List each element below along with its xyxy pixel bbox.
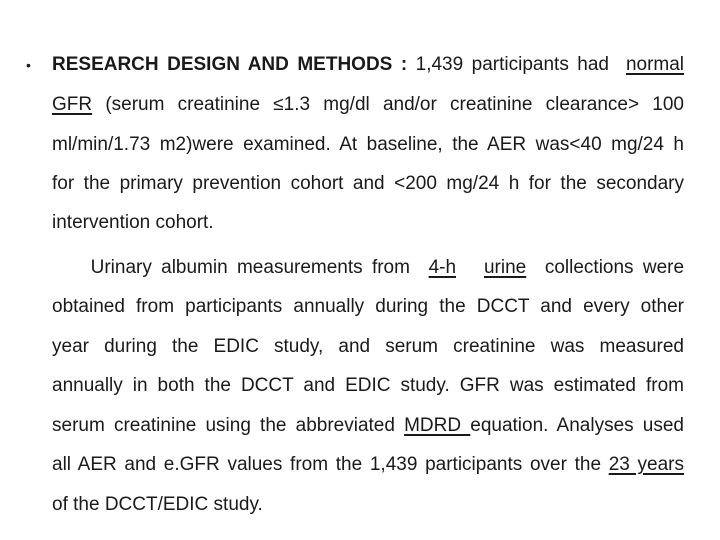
paragraph1-line1: [52, 52, 684, 78]
text-segment: all AER and e.GFR values from the 1,439 participants over the: [52, 454, 609, 475]
paragraph2-line1: [52, 255, 684, 281]
paragraph2-line2: obtained from participants annually during the DCCT and every other: [52, 296, 684, 317]
paragraph1-line3: ml/min/1.73 m2)were examined. At baseline, the AER was<40 mg/24 h: [52, 134, 684, 155]
paragraph2-line6: [52, 452, 684, 478]
paragraph2-line3: year during the EDIC study, and serum creatinine was measured: [52, 336, 684, 357]
section-heading: RESEARCH DESIGN AND METHODS :: [52, 54, 408, 75]
bullet-point: •: [26, 57, 31, 73]
text-segment: serum creatinine using the abbreviated: [52, 415, 405, 436]
underlined-term-23-years: 23 years: [608, 454, 684, 475]
text-segment: Urinary albumin measurements from: [72, 257, 420, 278]
underlined-term-mdrd: MDRD: [404, 415, 471, 436]
paragraph1-line4: for the primary prevention cohort and <200 mg/24 h for the secondary: [52, 173, 684, 194]
underlined-term-normal: normal: [625, 54, 684, 75]
text-segment: equation. Analyses used: [470, 415, 684, 436]
underlined-term-gfr: GFR: [52, 94, 93, 115]
paragraph1-line2: [52, 92, 684, 118]
text-segment: [465, 257, 474, 278]
paragraph2-line7: of the DCCT/EDIC study.: [52, 494, 263, 515]
paragraph2-line4: annually in both the DCCT and EDIC study. GFR was estimated from: [52, 375, 684, 396]
text-segment: collections were: [535, 257, 684, 278]
paragraph2-line5: [52, 413, 684, 439]
underlined-term-urine: urine: [483, 257, 527, 278]
text-segment: 1,439 participants had: [415, 54, 618, 75]
paragraph1-line5: intervention cohort.: [52, 212, 214, 233]
text-segment: (serum creatinine ≤1.3 mg/dl and/or creatinine clearance> 100: [92, 94, 684, 115]
underlined-term-4h: 4-h: [428, 257, 457, 278]
